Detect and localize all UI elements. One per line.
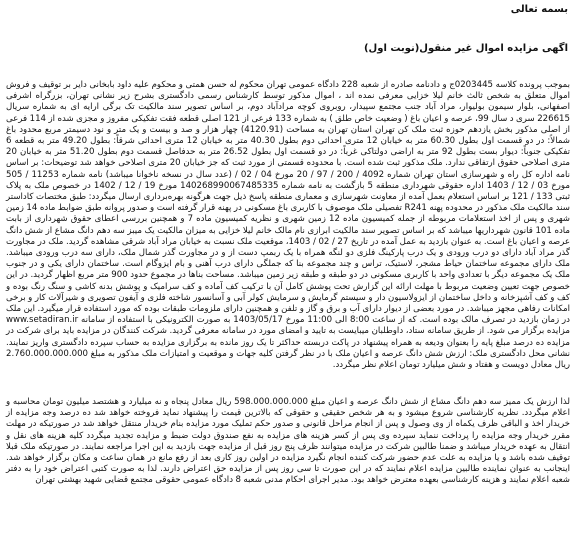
notice-body-paragraph: بموجب پرونده کلاسه 0203445ج و دادنامه صادره از شعبه 228 دادگاه عمومی تهران محکوم له حسن همتی و محکوم علیه داود بابخانی دایر بر توقیف و فروش اموال متعلق به شخص ثالث خانم لیلا خزایی معرفی نمده اند ، اموال مذکور توسط کارشناس رسمی دادگستری بشرح زیر نشانی تهران، بزرگراه اشرفی اصفهانی، بلوار سیمون بولیوار، مراد آباد جنب مجتمع سپیدار، روبروی کوچه مرادآباد دوم، بر اساس تصویر سند مالکیت تک برگی ارایه ای به شماره سریال 226615 سری د سال 99، عرصه و اعیان باغ ( وضعیت خاص طلق ) به شماره 133 فرعی از 121 اصلی قطعه فقت تفکیکی مفروز و مجزی شده از 114 فرعی از اصلی مذکور بخش یازدهم حوزه ثبت ملک کن تهران استان تهران به مساحت (4120.91) چهار هزار و صد و بیست و یک متر و نود دسیمتر مربع محدود باغ شمالاً: در دو قسمت اول بطول 60.30 متر به خیابان 12 متری احداثی دوم بطول 40.30 متر به خیابان 12 متری احداثی شرقاً: بطول 49.20 متر به قطعه 6 تفکیکی جنوباً: دیوار بست بطول 92 متر به اراضی دولتاکی غرباً: در دو قسمت اول بطول 26.52 متر به حدفاصل قسمت دوم بطول 51.20 متر به خیابان 20 متری اصلاحی حقوق ارتفاقی ندارد. ملک مذکور ثبت شده است. با محدوده قسمتی از مورد ثبت که جز خیابان 20 متری اصلاحی خواهد شد توضیحات: بر اساس نامه اداره کل راه و شهرسازی استان تهران شماره 4092 / 200 / 97 / 20 مورخ 04 / 02 / (عدد سال در نسخه ناخوانا میباشد) نامه شماره 11253 / 505 مورخ 03 / 12 / 1403 اداره حقوقی شهرداری منطقه 5 بازگشت به نامه شماره 140268990067485335 مورخ 19 / 12 / 1402 در خصوص ملک به پلاک ثبتی 133 / 121 بر اساس استعلام بعمل آمده از معاونت شهرسازی و معماری منطقه پاسخ ذیل جهت هرگونه بهره‌برداری ارسال میگردد: طبق مختصات کاداستر سند مالکیت ملک مذکور در محدوده پهنه R241 تفصیلی ملک موصوف با کاربری باغ مسکونی در پهنه قرار گرفته است و صدور پروانه طبق ضوابط ماده 14 زمین شهری و پس از اخذ استعلامات مربوطه از جمله کمیسیون ماده 12 زمین شهری و نظریه کمیسیون ماده 7 و همچنین بررسی اعطای حقوق شهرداری از بابت ماده 101 قانون شهرداریها میباشد که بر اساس تصویر سند مالکیت ابرازی نام مالک خانم لیلا خزایی به میزان مالکیت یک میبز سه دهم دانگ مشاع از شش دانگ عرصه و اعیان باغ است. به عنوان بازدید به عمل آمده در تاریخ 27 / 02 / 1403، موقعیت ملک نسبت به خیابان مراد آباد شرقی مشاهده گردید. ملک در مجاورت گذر مراد آباد دارای دو درب ورودی و یک درب پارکینگ فلزی دو لنگه همراه با یک ربمپ دست از و در مجاورت گذر شمال ملک، دارای سه درب ورودی میباشد. ملک دارای مجموعه ساختمان حیاط مشجر، لاستیک، تراس و چند مجموعه بنا که جملگی دارای درب آهنی و بام ایزوگام است. ساختمان دارای یکی و در جنوب ملک یک مجموعه دیگر با تعدادی واحد با کاربری مسکونی در دو طبقه و طبقه زیر زمین میباشد. مساحت بناها در مجموع حدود 900 متر مربع اظهار گردید. در این خصوص جهت تعیین وضعیت مربوط با مهلت ارائه این گزارش تحت پوشش کامل آن با ترکیب کف آماده و کف سرامیک و پوشش بدنه کاشی و سنگ رنگ بوده و کف و کف آشپزخانه و داخل ساختمان از ایزولاسیون دار و سیستم گرمایش و سرمایش کولر آبی و آسانسور شاخته فلزی و آیفون تصویری و شیرآلات کار و برخی امکانات رفاهی مجهز میباشد. در مورد بعضی از دیوار دارای آب و برق و گاز و تلفن و همچنین دارای ملزومات طبقات بوده که مورد استفاده قرار میگیرد. این ملک در زمان بازدید در تصرف مالک بوده است. که از ساعت 8:00 الی 11:00 مورخ 1403/05/17 به صورت الکترونیکی با استفاده از سامانه www.setadiran.ir مزایده برگزار می شود. از طریق سامانه ستاد، داوطلبان میبایست به تایید و امضای مورد در سامانه معرفی گردید. شرکت کنندگان در مزایده باید برای شرکت در مزایده ده درصد مبلغ پایه را بعنوان ودیعه به همراه پیشنهاد در پاکت دربسته حداکثر تا یک روز مانده به برگزاری مزایده به حساب سپرده دادگستری واریز نمایند. نشانی محل دادگستری ملک: ارزش شش دانگ عرصه و اعیان ملک با در نظر گرفتن کلیه جهات و موقعیت و امتیازات ملک مذکور به مبلغ 2.760.000.000.000 ریال معادل دویست و هفتاد و شش میلیارد تومان اعلام نظر میگردد.	[6, 80, 571, 371]
document-header: بسمه تعالی	[510, 4, 568, 15]
notice-closing-paragraph: لذا ارزش یک ممیز سه دهم دانگ مشاع از شش دانگ عرصه و اعیان مبلغ 598.000.000.000 ریال معادل پنجاه و نه میلیارد و هشتصد میلیون تومان محاسبه و اعلام میگردد. نظریه کارشناسی شروع میشود و به هر شخص حقیقی و حقوقی که بالاترین قیمت را پیشنهاد نماید فروخته خواهد شد ده درصد وجه مزایده از خریدار اخذ و الباقی ظرف یکماه از وی وصول و پس از انجام مراحل قانونی و صدور حکم تملیک مورد مزایده بنام خریدار منتقل خواهد شد در صورتیکه در مهلت مقرر خریدار وجه مزایده را پرداخت ننماید سپرده وی پس از کسر هزینه های مزایده به نفع صندوق دولت ضبط و مزایده تجدید میگردد کلیه هزینه های نقل و انتقال به عهده خریدار میباشد و ضمنا طالبین شرکت در مزایده میتوانند ظرف پنج روز قبل از مزایده جهت بازدید به این اجرا مراجعه نمایند. در صورتیکه ملک قبلا توقیف شده باشد و یا مزایده به علت عدم حضور شرکت کننده انجام نگیرد مزایده در اولین روز کاری بعد از رفع مانع در همان ساعت و مکان برگزار خواهد شد. اینجانب به عنوان نماینده طالبین مزایده اعلام نمایند که در این صورت تا سی روز پس از مزایده حق اعتراض دارند. لذا به صورت کتبی اعتراض خود را به دفتر شعبه اعلام نمایند و هزینه کارشناسی بعهده معترض خواهد بود. مدیر اجرای احکام مدنی شعبه 8 دادگاه عمومی حقوقی مجتمع قضایی شهید بهشتی تهران	[6, 397, 571, 486]
notice-title: اگهی مزایده اموال غیر منقول(نوبت اول)	[363, 43, 568, 54]
